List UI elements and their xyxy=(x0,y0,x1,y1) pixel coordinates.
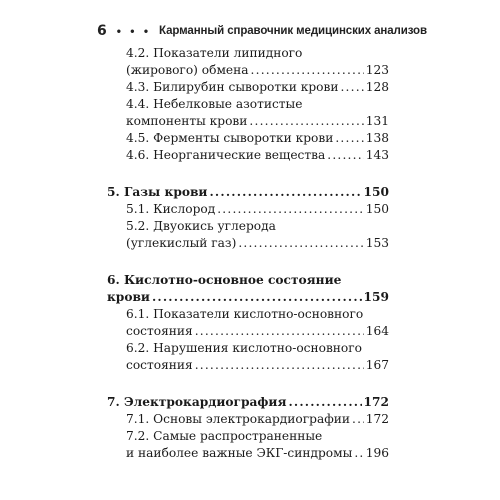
running-title: Карманный справочник медицинских анализов xyxy=(159,25,427,37)
toc-entry-text: состояния xyxy=(126,358,193,372)
toc-entry-text: 4.2. Показатели липидного xyxy=(126,46,303,60)
dot-leader xyxy=(352,411,364,428)
dot-leader xyxy=(195,323,364,340)
toc-entry-text: 5.1. Кислород xyxy=(126,202,216,216)
toc-chapter-title: 5. Газы крови xyxy=(107,185,208,199)
running-header xyxy=(97,22,427,40)
dot-leader xyxy=(335,130,363,147)
toc-chapter-7 xyxy=(107,394,389,411)
toc-entry-text: 4.4. Небелковые азотистые xyxy=(126,97,303,111)
toc-chapter-6 xyxy=(107,272,389,306)
toc-entry-7-1 xyxy=(107,411,389,428)
toc-entry-4-5 xyxy=(107,130,389,147)
toc-chapter-5 xyxy=(107,184,389,201)
toc-page-number: 196 xyxy=(365,446,389,460)
dot-leader xyxy=(209,184,361,201)
dot-leader xyxy=(249,113,363,130)
dot-leader xyxy=(288,394,361,411)
toc-entry-text: 7.1. Основы электрокардиографии xyxy=(126,412,351,426)
toc-entry-7-2 xyxy=(107,428,389,462)
table-of-contents xyxy=(107,45,389,462)
toc-page-number: 172 xyxy=(363,395,389,409)
toc-entry-text: 6.2. Нарушения кислотно-основного xyxy=(126,341,362,355)
section-spacer xyxy=(107,164,389,184)
dot-leader xyxy=(327,147,363,164)
toc-chapter-title: 6. Кислотно-основное состояние xyxy=(107,273,342,287)
toc-entry-4-4 xyxy=(107,96,389,130)
section-spacer xyxy=(107,252,389,272)
toc-entry-text: 4.6. Неорганические вещества xyxy=(126,148,326,162)
toc-page-number: 159 xyxy=(363,290,389,304)
dot-leader xyxy=(217,201,364,218)
dot-leader xyxy=(238,235,363,252)
toc-page-number: 128 xyxy=(365,80,389,94)
toc-page-number: 131 xyxy=(365,114,389,128)
toc-entry-text: и наиболее важные ЭКГ-синдромы xyxy=(126,446,353,460)
toc-page-number: 150 xyxy=(365,202,389,216)
toc-page-number: 167 xyxy=(365,358,389,372)
toc-entry-text: 4.5. Ферменты сыворотки крови xyxy=(126,131,334,145)
dot-leader xyxy=(195,357,364,374)
toc-page-number: 164 xyxy=(365,324,389,338)
toc-page-number: 123 xyxy=(365,63,389,77)
toc-chapter-title: 7. Электрокардиография xyxy=(107,395,287,409)
header-bullets: • • • xyxy=(116,24,152,38)
toc-entry-5-2 xyxy=(107,218,389,252)
dot-leader xyxy=(251,62,364,79)
toc-page-number: 150 xyxy=(363,185,389,199)
dot-leader xyxy=(152,289,362,306)
toc-entry-4-2 xyxy=(107,45,389,79)
dot-leader xyxy=(340,79,363,96)
toc-entry-6-2 xyxy=(107,340,389,374)
toc-entry-6-1 xyxy=(107,306,389,340)
toc-entry-text: 7.2. Самые распространенные xyxy=(126,429,323,443)
toc-entry-text: 4.3. Билирубин сыворотки крови xyxy=(126,80,339,94)
toc-page-number: 143 xyxy=(365,148,389,162)
toc-page-number: 172 xyxy=(365,412,389,426)
toc-entry-4-6 xyxy=(107,147,389,164)
toc-page-number: 153 xyxy=(365,236,389,250)
toc-entry-text: (жирового) обмена xyxy=(126,63,249,77)
toc-chapter-title: крови xyxy=(107,290,150,304)
toc-page-number: 138 xyxy=(365,131,389,145)
toc-entry-text: 5.2. Двуокись углерода xyxy=(126,219,276,233)
section-spacer xyxy=(107,374,389,394)
toc-entry-text: (углекислый газ) xyxy=(126,236,237,250)
toc-entry-text: компоненты крови xyxy=(126,114,248,128)
toc-entry-text: 6.1. Показатели кислотно-основного xyxy=(126,307,364,321)
toc-entry-5-1 xyxy=(107,201,389,218)
page-number: 6 xyxy=(97,23,107,39)
dot-leader xyxy=(354,445,363,462)
toc-entry-4-3 xyxy=(107,79,389,96)
toc-entry-text: состояния xyxy=(126,324,193,338)
